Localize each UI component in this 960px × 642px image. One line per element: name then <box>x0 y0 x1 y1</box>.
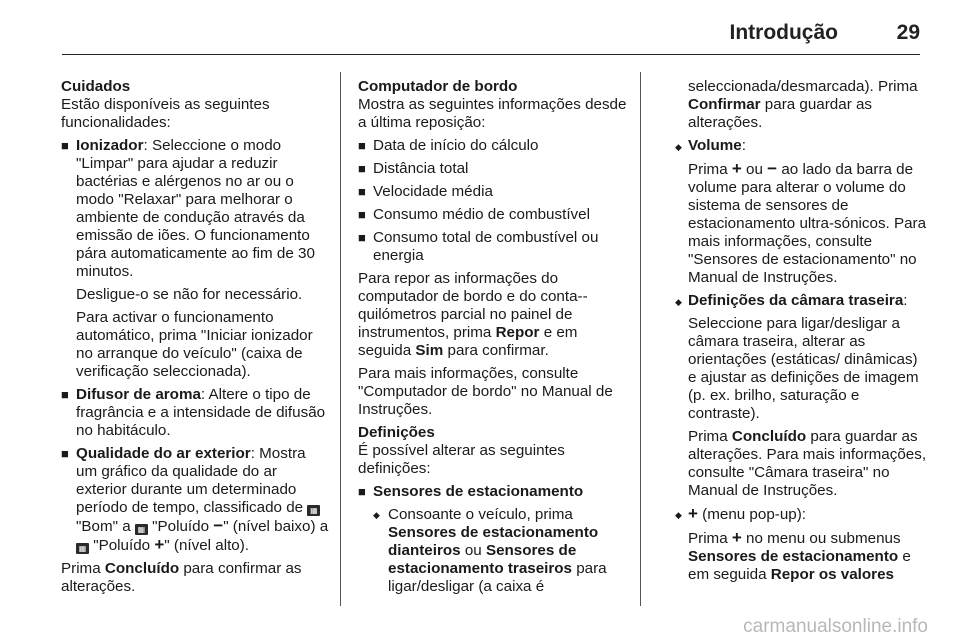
text: ao lado da barra de volume para alterar o volume do sistema de sensores de estacionamento ultra-sónicos. Para mais informações, consulte "Sensores de estacionamento" no Manual de Instruções. <box>688 161 927 286</box>
minus-icon: − <box>767 159 778 178</box>
square-bullet-icon: ■ <box>358 207 366 222</box>
plus-icon: + <box>154 535 165 554</box>
paragraph: Estão disponíveis as seguintes funcionalidades: <box>61 96 270 131</box>
section-title-definicoes: Definições <box>358 424 435 441</box>
text: ou <box>741 161 768 178</box>
square-bullet-icon: ■ <box>61 387 69 402</box>
term: Sensores de estacionamento <box>373 483 584 500</box>
column-1 <box>61 78 329 601</box>
term: Volume <box>688 137 742 154</box>
paragraph <box>673 428 929 500</box>
text: seleccionada/desmarcada). Prima <box>688 78 918 95</box>
paragraph <box>673 160 929 287</box>
air-quality-icon: ▦ <box>76 543 89 554</box>
text: no menu ou submenus <box>741 530 901 547</box>
term: Repor <box>495 324 540 341</box>
text: (menu pop-up): <box>697 506 806 523</box>
air-quality-icon: ▦ <box>307 505 320 516</box>
sub-list-item-camera <box>673 292 929 310</box>
term: Sensores de estacionamento traseiros <box>388 542 577 577</box>
paragraph: Mostra as seguintes informações desde a última reposição: <box>358 96 627 131</box>
paragraph: Seleccione para ligar/desligar a câmara traseira, alterar as orientações (estáticas/ dinâmicas) e ajustar as definições de imagem (p. ex. brilho, saturação e contraste). <box>688 315 919 422</box>
term: Sim <box>415 342 444 359</box>
term: Sensores de estacionamento dianteiros <box>388 524 599 559</box>
text: : Altere o tipo de fragrância e a intensidade de difusão no habitáculo. <box>76 386 326 439</box>
page-header <box>62 14 920 55</box>
watermark: carmanualsonline.info <box>743 616 928 637</box>
text: Velocidade média <box>373 183 493 200</box>
square-bullet-icon: ■ <box>358 230 366 245</box>
text: " (nível baixo) a <box>223 518 329 535</box>
list-item-parking <box>358 483 630 501</box>
square-bullet-icon: ■ <box>358 138 366 153</box>
air-quality-icon: ▦ <box>135 524 148 535</box>
sub-list-item <box>358 506 630 596</box>
diamond-bullet-icon: ◆ <box>675 510 682 520</box>
term: Concluído <box>104 560 180 577</box>
text: e em seguida <box>358 324 578 359</box>
square-bullet-icon: ■ <box>358 161 366 176</box>
term: Ionizador <box>76 137 144 154</box>
text: para ligar/desligar (a caixa é <box>388 560 607 595</box>
term: Concluído <box>731 428 807 445</box>
text: para confirmar as alterações. <box>61 560 302 595</box>
term: Confirmar <box>688 96 761 113</box>
square-bullet-icon: ■ <box>61 446 69 461</box>
text: para guardar as alterações. Para mais informações, consulte "Câmara traseira" no Manual de Instruções. <box>688 428 927 499</box>
list-item-air-quality <box>61 445 329 555</box>
square-bullet-icon: ■ <box>358 484 366 499</box>
text: ou <box>460 542 486 559</box>
text: Distância total <box>373 160 469 177</box>
column-3 <box>673 78 929 589</box>
text: para confirmar. <box>443 342 549 359</box>
plus-icon: + <box>731 159 742 178</box>
paragraph <box>673 529 929 584</box>
diamond-bullet-icon: ◆ <box>373 510 380 520</box>
text: "Poluído <box>147 518 214 535</box>
text: : <box>741 137 746 154</box>
list-item <box>358 160 630 178</box>
paragraph: É possível alterar as seguintes definições: <box>358 442 565 477</box>
text: Prima <box>688 161 732 178</box>
sub-list-item-popup <box>673 505 929 524</box>
text: "Poluído <box>89 537 155 554</box>
term: Qualidade do ar exterior <box>76 445 251 462</box>
list-item <box>358 229 630 265</box>
plus-icon: + <box>688 504 698 523</box>
text: " (nível alto). <box>164 537 250 554</box>
minus-icon: − <box>213 516 224 535</box>
text: Prima <box>688 428 732 445</box>
paragraph <box>358 270 630 360</box>
list-item-aroma <box>61 386 329 440</box>
text: Prima <box>688 530 732 547</box>
section-title-cuidados: Cuidados <box>61 78 131 95</box>
square-bullet-icon: ■ <box>358 184 366 199</box>
list-item <box>358 137 630 155</box>
text: para guardar as alterações. <box>688 96 873 131</box>
text: Data de início do cálculo <box>373 137 539 154</box>
column-divider <box>640 72 641 606</box>
text: : Seleccione o modo "Limpar" para ajudar a reduzir bactérias e alérgenos no ar ou o modo "Relaxar" para melhorar o ambiente de condução através da emissão de iões. O funcionamento pára automaticamente ao fim de 30 minutos. <box>76 137 315 280</box>
page-title: Introdução <box>729 21 838 44</box>
paragraph <box>61 560 329 596</box>
plus-icon: + <box>731 528 742 547</box>
text: Consumo total de combustível ou energia <box>373 229 599 264</box>
diamond-bullet-icon: ◆ <box>675 142 682 152</box>
paragraph: Para activar o funcionamento automático, prima "Iniciar ionizador no arranque do veículo" (caixa de verificação seleccionada). <box>76 309 313 380</box>
text: Prima <box>61 560 105 577</box>
term: Difusor de aroma <box>76 386 201 403</box>
paragraph <box>673 78 929 132</box>
column-divider <box>340 72 341 606</box>
section-title-computer: Computador de bordo <box>358 78 518 95</box>
paragraph: Desligue-o se não for necessário. <box>76 286 303 303</box>
text: Consoante o veículo, prima <box>388 506 573 523</box>
text: Consumo médio de combustível <box>373 206 590 223</box>
paragraph: Para mais informações, consulte "Computador de bordo" no Manual de Instruções. <box>358 365 613 418</box>
page-number: 29 <box>896 21 920 44</box>
text: "Bom" a <box>76 518 135 535</box>
term: Sensores de estacionamento <box>688 548 899 565</box>
term: Repor os valores <box>770 566 894 583</box>
term: Definições da câmara traseira <box>688 292 904 309</box>
list-item-ionizer <box>61 137 329 281</box>
list-item <box>358 206 630 224</box>
sub-list-item-volume <box>673 137 929 155</box>
text: : Mostra um gráfico da qualidade do ar exterior durante um determinado período de tempo, classificado de <box>76 445 306 516</box>
diamond-bullet-icon: ◆ <box>675 297 682 307</box>
text: e em seguida <box>688 548 911 583</box>
square-bullet-icon: ■ <box>61 138 69 153</box>
column-2 <box>358 78 630 601</box>
list-item <box>358 183 630 201</box>
text: : <box>903 292 908 309</box>
text: Para repor as informações do computador de bordo e do conta--quilómetros parcial no painel de instrumentos, prima <box>358 270 588 341</box>
